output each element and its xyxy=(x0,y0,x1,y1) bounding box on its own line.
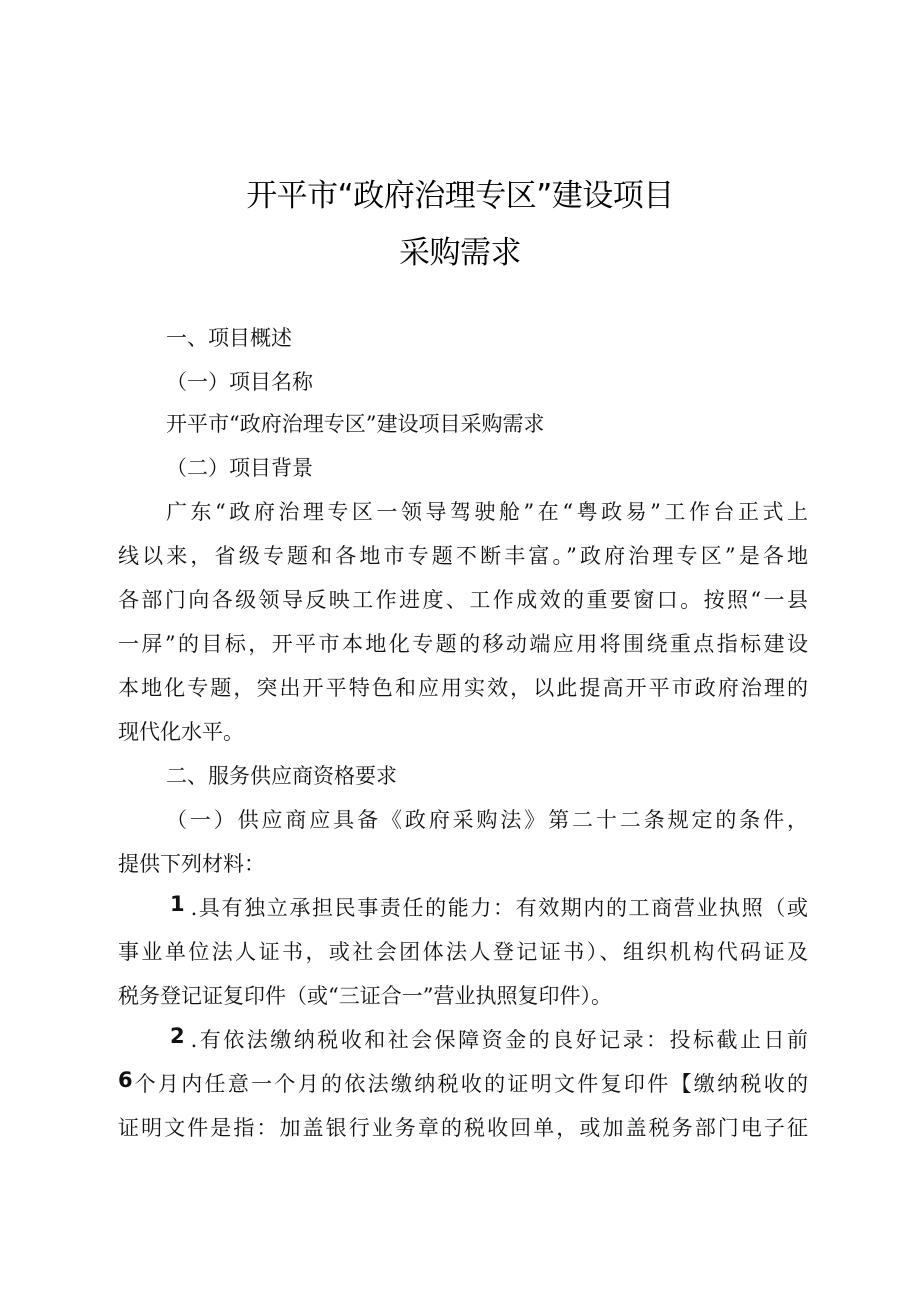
document-title-line2: 采购需求 xyxy=(399,235,521,271)
section1-heading: 一、项目概述 xyxy=(166,326,292,350)
background-line-2 xyxy=(118,540,808,570)
background-line-4 xyxy=(118,628,808,658)
item2-line1 xyxy=(170,1024,808,1054)
req1-line1 xyxy=(166,804,808,834)
item1-text-2: 事业单位法人证书，或社会团体法人登记证书）、组织机构代码证及 xyxy=(118,940,808,964)
item2-line2 xyxy=(118,1068,808,1098)
item2-line2-number: 6 xyxy=(118,1068,133,1092)
sub1-heading: （一）项目名称 xyxy=(166,370,313,394)
req1-line2: 提供下列材料： xyxy=(118,852,265,876)
item2-number: 2 xyxy=(170,1024,185,1048)
item2-text-2: 个月内任意一个月的依法缴纳税收的证明文件复印件【缴纳税收的 xyxy=(134,1072,808,1096)
background-text-3: 各部门向各级领导反映工作进度、工作成效的重要窗口。按照“一县 xyxy=(118,588,808,612)
background-text-5: 本地化专题，突出开平特色和应用实效，以此提高开平市政府治理的 xyxy=(118,676,808,700)
section2-heading: 二、服务供应商资格要求 xyxy=(166,764,397,788)
document-title-line1: 开平市“政府治理专区”建设项目 xyxy=(246,178,674,214)
background-line-3 xyxy=(118,584,808,614)
item1-text-1: .具有独立承担民事责任的能力：有效期内的工商营业执照（或 xyxy=(190,896,808,920)
item2-line3 xyxy=(118,1112,808,1142)
item1-line1 xyxy=(170,892,808,922)
background-text-2: 线以来，省级专题和各地市专题不断丰富。”政府治理专区”是各地 xyxy=(118,544,808,568)
background-text-4: 一屏”的目标，开平市本地化专题的移动端应用将围绕重点指标建设 xyxy=(118,632,808,656)
background-text-1: 广东“政府治理专区一领导驾驶舱”在“粤政易”工作台正式上 xyxy=(166,500,808,524)
background-line-6: 现代化水平。 xyxy=(118,720,244,744)
item1-line3: 税务登记证复印件（或“三证合一”营业执照复印件）。 xyxy=(118,984,612,1008)
item2-text-3: 证明文件是指：加盖银行业务章的税收回单，或加盖税务部门电子征 xyxy=(118,1116,808,1140)
item1-number: 1 xyxy=(170,892,185,916)
item1-line2 xyxy=(118,936,808,966)
background-line-1 xyxy=(166,496,808,526)
item2-text-1: .有依法缴纳税收和社会保障资金的良好记录：投标截止日前 xyxy=(190,1028,808,1052)
req1-text-1: （一）供应商应具备《政府采购法》第二十二条规定的条件， xyxy=(166,808,808,832)
background-line-5 xyxy=(118,672,808,702)
project-name: 开平市“政府治理专区”建设项目采购需求 xyxy=(166,412,545,436)
sub2-heading: （二）项目背景 xyxy=(166,456,313,480)
